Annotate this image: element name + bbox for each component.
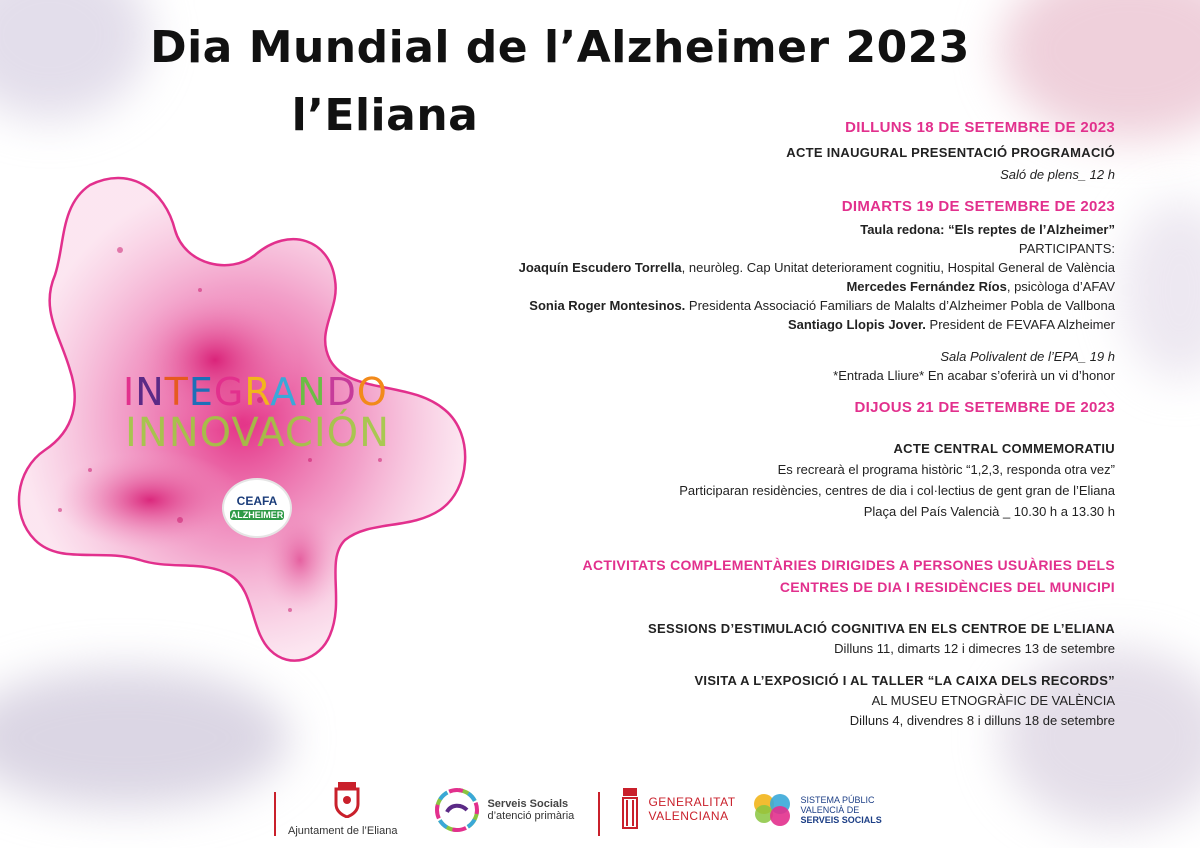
- activity2-place: AL MUSEU ETNOGRÀFIC DE VALÈNCIA: [871, 693, 1115, 708]
- day2-date: DIMARTS 19 DE SETEMBRE DE 2023: [841, 198, 1115, 215]
- integrando-letter: T: [164, 370, 189, 414]
- complementary-heading: ACTIVITATS COMPLEMENTÀRIES DIRIGIDES A PERSONES USUÀRIES DELS: [582, 557, 1115, 573]
- serveis-label: Serveis Socials: [487, 798, 569, 810]
- integrando-letter: O: [356, 370, 388, 414]
- ceafa-sub: ALZHEIMER: [230, 510, 284, 520]
- serveis-socials-logo: [435, 788, 574, 832]
- activity2-dates: Dilluns 4, divendres 8 i dilluns 18 de setembre: [849, 713, 1115, 728]
- participant-row: [415, 315, 1115, 334]
- integrando-letter: A: [270, 370, 298, 414]
- day2-place: Sala Polivalent de l’EPA_ 19 h: [940, 349, 1115, 364]
- gva-label: VALENCIANA: [648, 809, 729, 823]
- footer-logos: [270, 780, 930, 840]
- generalitat-logo: [620, 786, 736, 832]
- participant-name: Mercedes Fernández Ríos: [846, 279, 1007, 294]
- participant-name: Sonia Roger Montesinos.: [529, 298, 686, 313]
- page-subtitle: l’Eliana: [291, 90, 479, 141]
- participant-role: , neuròleg. Cap Unitat deteriorament cognitiu, Hospital General de València: [681, 260, 1115, 275]
- participant-name: Joaquín Escudero Torrella: [518, 260, 682, 275]
- ceafa-badge: [222, 478, 292, 538]
- serveis-label: d’atenció primària: [487, 810, 575, 822]
- day1-date: DILLUNS 18 DE SETEMBRE DE 2023: [845, 119, 1115, 136]
- day2-event: Taula redona: “Els reptes de l’Alzheimer”: [860, 222, 1115, 237]
- ceafa-name: CEAFA: [236, 494, 278, 508]
- integrando-letter: R: [244, 370, 271, 414]
- participant-row: [415, 277, 1115, 296]
- participant-row: [415, 296, 1115, 315]
- colored-circles-icon: [752, 792, 794, 828]
- day3-place: Plaça del País Valencià _ 10.30 h a 13.30 h: [863, 504, 1115, 519]
- activity2-title: VISITA A L’EXPOSICIÓ I AL TALLER “LA CAIXA DELS RECORDS”: [694, 673, 1115, 688]
- divider: [274, 792, 276, 836]
- complementary-heading: CENTRES DE DIA I RESIDÈNCIES DEL MUNICIPI: [779, 579, 1115, 595]
- day1-place: Saló de plens_ 12 h: [1000, 167, 1115, 182]
- integrando-letter: I: [123, 370, 136, 414]
- integrando-letter: D: [326, 370, 357, 414]
- integrando-letter: E: [188, 370, 214, 414]
- integrando-letter: G: [213, 370, 245, 414]
- activity1-title: SESSIONS D’ESTIMULACIÓ COGNITIVA EN ELS CENTROE DE L’ELIANA: [648, 621, 1115, 636]
- sistema-label: SERVEIS SOCIALS: [800, 815, 882, 825]
- participant-role: President de FEVAFA Alzheimer: [925, 317, 1115, 332]
- sistema-public-logo: [752, 792, 882, 828]
- participant-role: , psicòloga d’AFAV: [1006, 279, 1115, 294]
- day3-date: DIJOUS 21 DE SETEMBRE DE 2023: [854, 399, 1115, 416]
- participant-row: [415, 258, 1115, 277]
- day1-event: ACTE INAUGURAL PRESENTACIÓ PROGRAMACIÓ: [786, 145, 1115, 160]
- ajuntament-label: Ajuntament de l’Eliana: [288, 825, 398, 837]
- ajuntament-logo: [288, 780, 397, 837]
- sistema-label: VALENCIÀ DE: [800, 805, 860, 815]
- coat-of-arms-icon: [332, 780, 362, 818]
- integrando-letter: N: [297, 370, 327, 414]
- integrando-letter: N: [135, 370, 165, 414]
- program-column: [415, 118, 1115, 730]
- day3-event: ACTE CENTRAL COMMEMORATIU: [893, 441, 1115, 456]
- sistema-label: SISTEMA PÚBLIC: [800, 795, 875, 805]
- hands-circle-icon: [435, 788, 479, 832]
- day3-line: Participaran residències, centres de dia i col·lectius de gent gran de l’Eliana: [679, 483, 1115, 498]
- participant-role: Presidenta Associació Familiars de Malalts d’Alzheimer Pobla de Vallbona: [685, 298, 1115, 313]
- day3-line: Es recrearà el programa històric “1,2,3, responda otra vez”: [777, 462, 1115, 477]
- activity1-dates: Dilluns 11, dimarts 12 i dimecres 13 de setembre: [834, 641, 1115, 656]
- generalitat-emblem-icon: [620, 786, 640, 832]
- integrando-wordmark: [123, 370, 388, 414]
- divider: [598, 792, 600, 836]
- participant-name: Santiago Llopis Jover.: [787, 317, 926, 332]
- watercolor-wash-right: [1120, 200, 1200, 380]
- innovacion-wordmark: INNOVACIÓN: [125, 410, 391, 456]
- watercolor-wash-bottom-left: [0, 668, 290, 808]
- page-title: Dia Mundial de l’Alzheimer 2023: [150, 22, 970, 73]
- participants-label: PARTICIPANTS:: [1018, 241, 1115, 256]
- gva-label: GENERALITAT: [648, 795, 736, 809]
- day2-note: *Entrada Lliure* En acabar s’oferirà un vi d’honor: [833, 368, 1115, 383]
